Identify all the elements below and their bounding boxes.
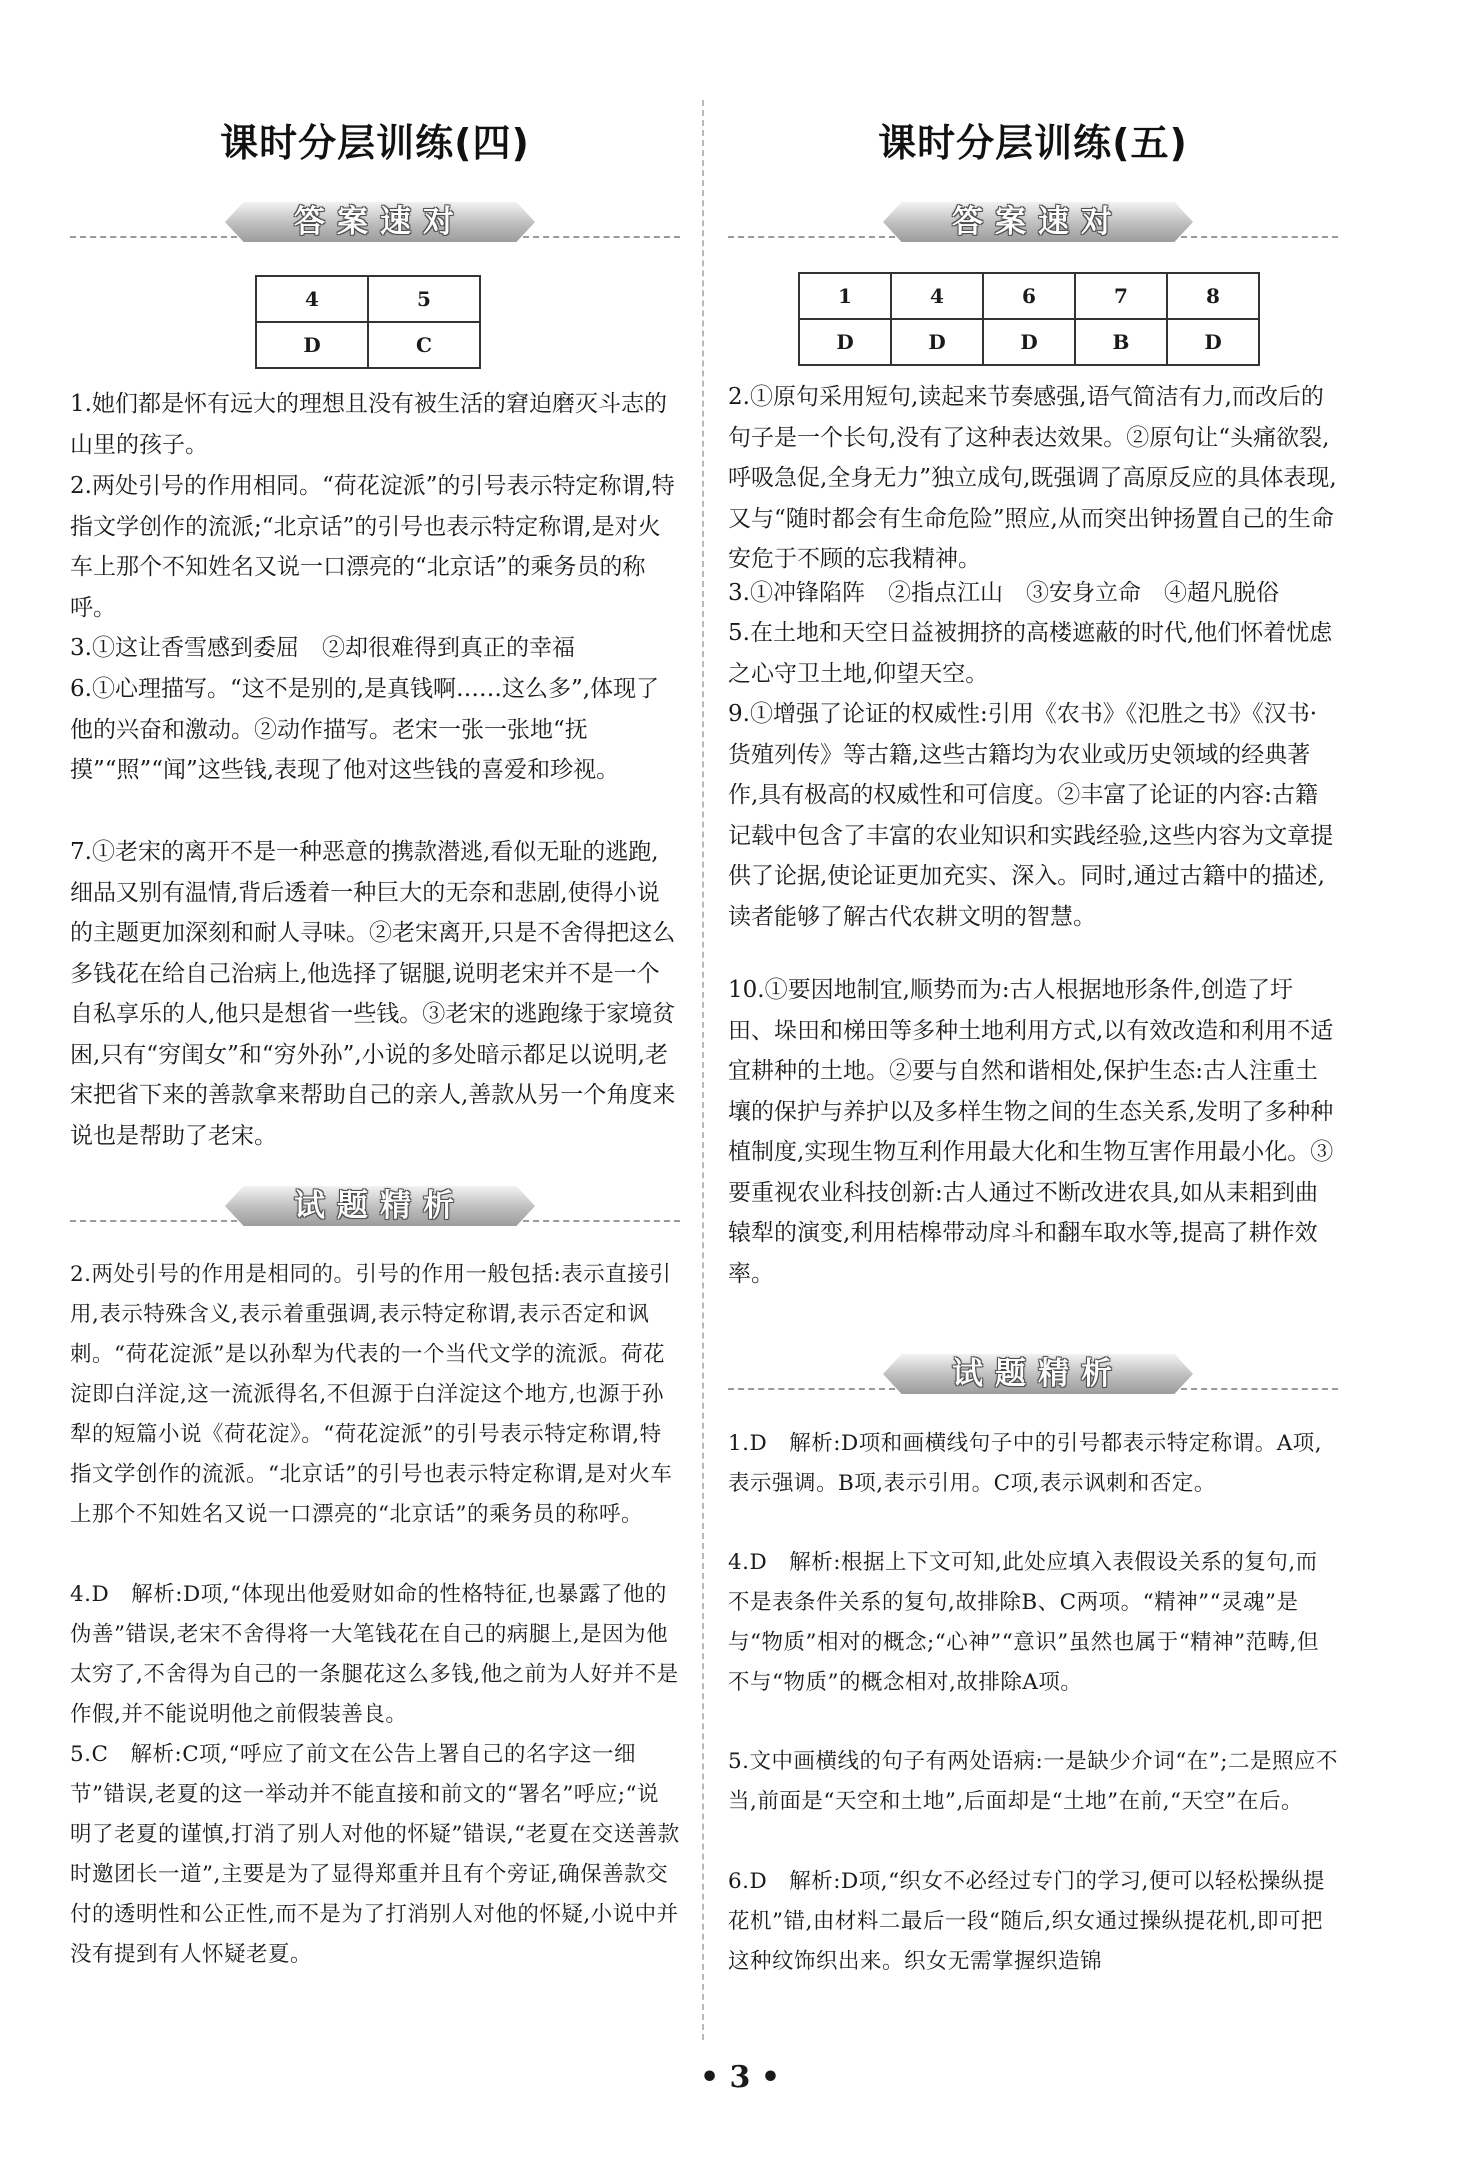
left-answer-table bbox=[255, 275, 481, 369]
analysis-item: 5.文中画横线的句子有两处语病:一是缺少介词“在”;二是照应不当,前面是“天空和土地”,后面却是“土地”在前,“天空”在后。 bbox=[728, 1749, 1338, 1814]
answer-item: 1.她们都是怀有远大的理想且没有被生活的窘迫磨灭斗志的山里的孩子。 bbox=[70, 391, 667, 458]
table-cell: 7 bbox=[1075, 273, 1167, 319]
answer-item: 6.①心理描写。“这不是别的,是真钱啊……这么多”,体现了他的兴奋和激动。②动作描写。老宋一张一张地“抚摸”“照”“闻”这些钱,表现了他对这些钱的喜爱和珍视。 bbox=[70, 676, 660, 783]
table-cell: 6 bbox=[983, 273, 1075, 319]
left-title: 课时分层训练(四) bbox=[220, 121, 530, 165]
answer-item: 3.①冲锋陷阵 ②指点江山 ③安身立命 ④超凡脱俗 bbox=[728, 580, 1279, 606]
answer-item: 2.两处引号的作用相同。“荷花淀派”的引号表示特定称谓,特指文学创作的流派;“北京话”的引号也表示特定称谓,是对火车上那个不知姓名又说一口漂亮的“北京话”的乘务员的称呼。 bbox=[70, 473, 675, 621]
analysis-item: 5.C 解析:C项,“呼应了前文在公告上署自己的名字这一细节”错误,老夏的这一举动并不能直接和前文的“署名”呼应;“说明了老夏的谨慎,打消了别人对他的怀疑”错误,“老夏在交送善款时邀团长一道”,主要是为了显得郑重并且有个旁证,确保善款交付的透明性和公正性,而不是为了打消别人对他的怀疑,小说中并没有提到有人怀疑老夏。 bbox=[70, 1742, 680, 1967]
column-divider bbox=[702, 100, 704, 2040]
answer-item: 10.①要因地制宜,顺势而为:古人根据地形条件,创造了圩田、垛田和梯田等多种土地利用方式,以有效改造和利用不适宜耕种的土地。②要与自然和谐相处,保护生态:古人注重土壤的保护与养护以及多样生物之间的生态关系,发明了多种种植制度,实现生物互利作用最大化和生物互害作用最小化。③要重视农业科技创新:古人通过不断改进农具,如从耒耜到曲辕犁的演变,利用桔槔带动戽斗和翻车取水等,提高了耕作效率。 bbox=[728, 977, 1334, 1287]
analysis-item: 1.D 解析:D项和画横线句子中的引号都表示特定称谓。A项,表示强调。B项,表示引用。C项,表示讽刺和否定。 bbox=[728, 1431, 1323, 1496]
analysis-item: 6.D 解析:D项,“织女不必经过专门的学习,便可以轻松操纵提花机”错,由材料二最后一段“随后,织女通过操纵提花机,即可把这种纹饰织出来。织女无需掌握织造锦 bbox=[728, 1869, 1325, 1974]
table-cell: D bbox=[891, 319, 983, 365]
answer-item: 9.①增强了论证的权威性:引用《农书》《氾胜之书》《汉书·货殖列传》等古籍,这些古籍均为农业或历史领域的经典著作,具有极高的权威性和可信度。②丰富了论证的内容:古籍记载中包含了丰富的农业知识和实践经验,这些内容为文章提供了论据,使论证更加充实、深入。同时,通过古籍中的描述,读者能够了解古代农耕文明的智慧。 bbox=[728, 701, 1334, 930]
table-cell: C bbox=[368, 322, 480, 368]
table-cell: B bbox=[1075, 319, 1167, 365]
table-cell: 1 bbox=[799, 273, 891, 319]
page-number: • 3 • bbox=[699, 2060, 781, 2095]
right-answer-table bbox=[798, 272, 1260, 366]
table-cell: 5 bbox=[368, 276, 480, 322]
answer-item: 2.①原句采用短句,读起来节奏感强,语气简洁有力,而改后的句子是一个长句,没有了这种表达效果。②原句让“头痛欲裂,呼吸急促,全身无力”独立成句,既强调了高原反应的具体表现,又与“随时都会有生命危险”照应,从而突出钟扬置自己的生命安危于不顾的忘我精神。 bbox=[728, 384, 1337, 572]
table-cell: D bbox=[799, 319, 891, 365]
right-analysis-banner: 试题精析 bbox=[728, 1352, 1338, 1402]
table-cell: 4 bbox=[891, 273, 983, 319]
answer-item: 3.①这让香雪感到委屈 ②却很难得到真正的幸福 bbox=[70, 635, 575, 661]
left-answer-banner: 答案速对 bbox=[70, 200, 680, 250]
table-cell: D bbox=[256, 322, 368, 368]
answer-item: 7.①老宋的离开不是一种恶意的携款潜逃,看似无耻的逃跑,细品又别有温情,背后透着一种巨大的无奈和悲剧,使得小说的主题更加深刻和耐人寻味。②老宋离开,只是不舍得把这么多钱花在给自己治病上,他选择了锯腿,说明老宋并不是一个自私享乐的人,他只是想省一些钱。③老宋的逃跑缘于家境贫困,只有“穷闺女”和“穷外孙”,小说的多处暗示都足以说明,老宋把省下来的善款拿来帮助自己的亲人,善款从另一个角度来说也是帮助了老宋。 bbox=[70, 839, 676, 1149]
table-cell: D bbox=[1167, 319, 1259, 365]
table-cell: D bbox=[983, 319, 1075, 365]
analysis-item: 4.D 解析:D项,“体现出他爱财如命的性格特征,也暴露了他的伪善”错误,老宋不舍得将一大笔钱花在自己的病腿上,是因为他太穷了,不舍得为自己的一条腿花这么多钱,他之前为人好并不是作假,并不能说明他之前假装善良。 bbox=[70, 1582, 679, 1727]
table-cell: 8 bbox=[1167, 273, 1259, 319]
left-analysis-banner: 试题精析 bbox=[70, 1184, 680, 1234]
analysis-item: 2.两处引号的作用是相同的。引号的作用一般包括:表示直接引用,表示特殊含义,表示着重强调,表示特定称谓,表示否定和讽刺。“荷花淀派”是以孙犁为代表的一个当代文学的流派。荷花淀即白洋淀,这一流派得名,不但源于白洋淀这个地方,也源于孙犁的短篇小说《荷花淀》。“荷花淀派”的引号表示特定称谓,特指文学创作的流派。“北京话”的引号也表示特定称谓,是对火车上那个不知姓名又说一口漂亮的“北京话”的乘务员的称呼。 bbox=[70, 1262, 673, 1527]
right-title: 课时分层训练(五) bbox=[878, 121, 1188, 165]
analysis-item: 4.D 解析:根据上下文可知,此处应填入表假设关系的复句,而不是表条件关系的复句,故排除B、C两项。“精神”“灵魂”是与“物质”相对的概念;“心神”“意识”虽然也属于“精神”范畴,但不与“物质”的概念相对,故排除A项。 bbox=[728, 1550, 1320, 1695]
table-cell: 4 bbox=[256, 276, 368, 322]
answer-item: 5.在土地和天空日益被拥挤的高楼遮蔽的时代,他们怀着忧虑之心守卫土地,仰望天空。 bbox=[728, 620, 1333, 687]
right-answer-banner: 答案速对 bbox=[728, 200, 1338, 250]
